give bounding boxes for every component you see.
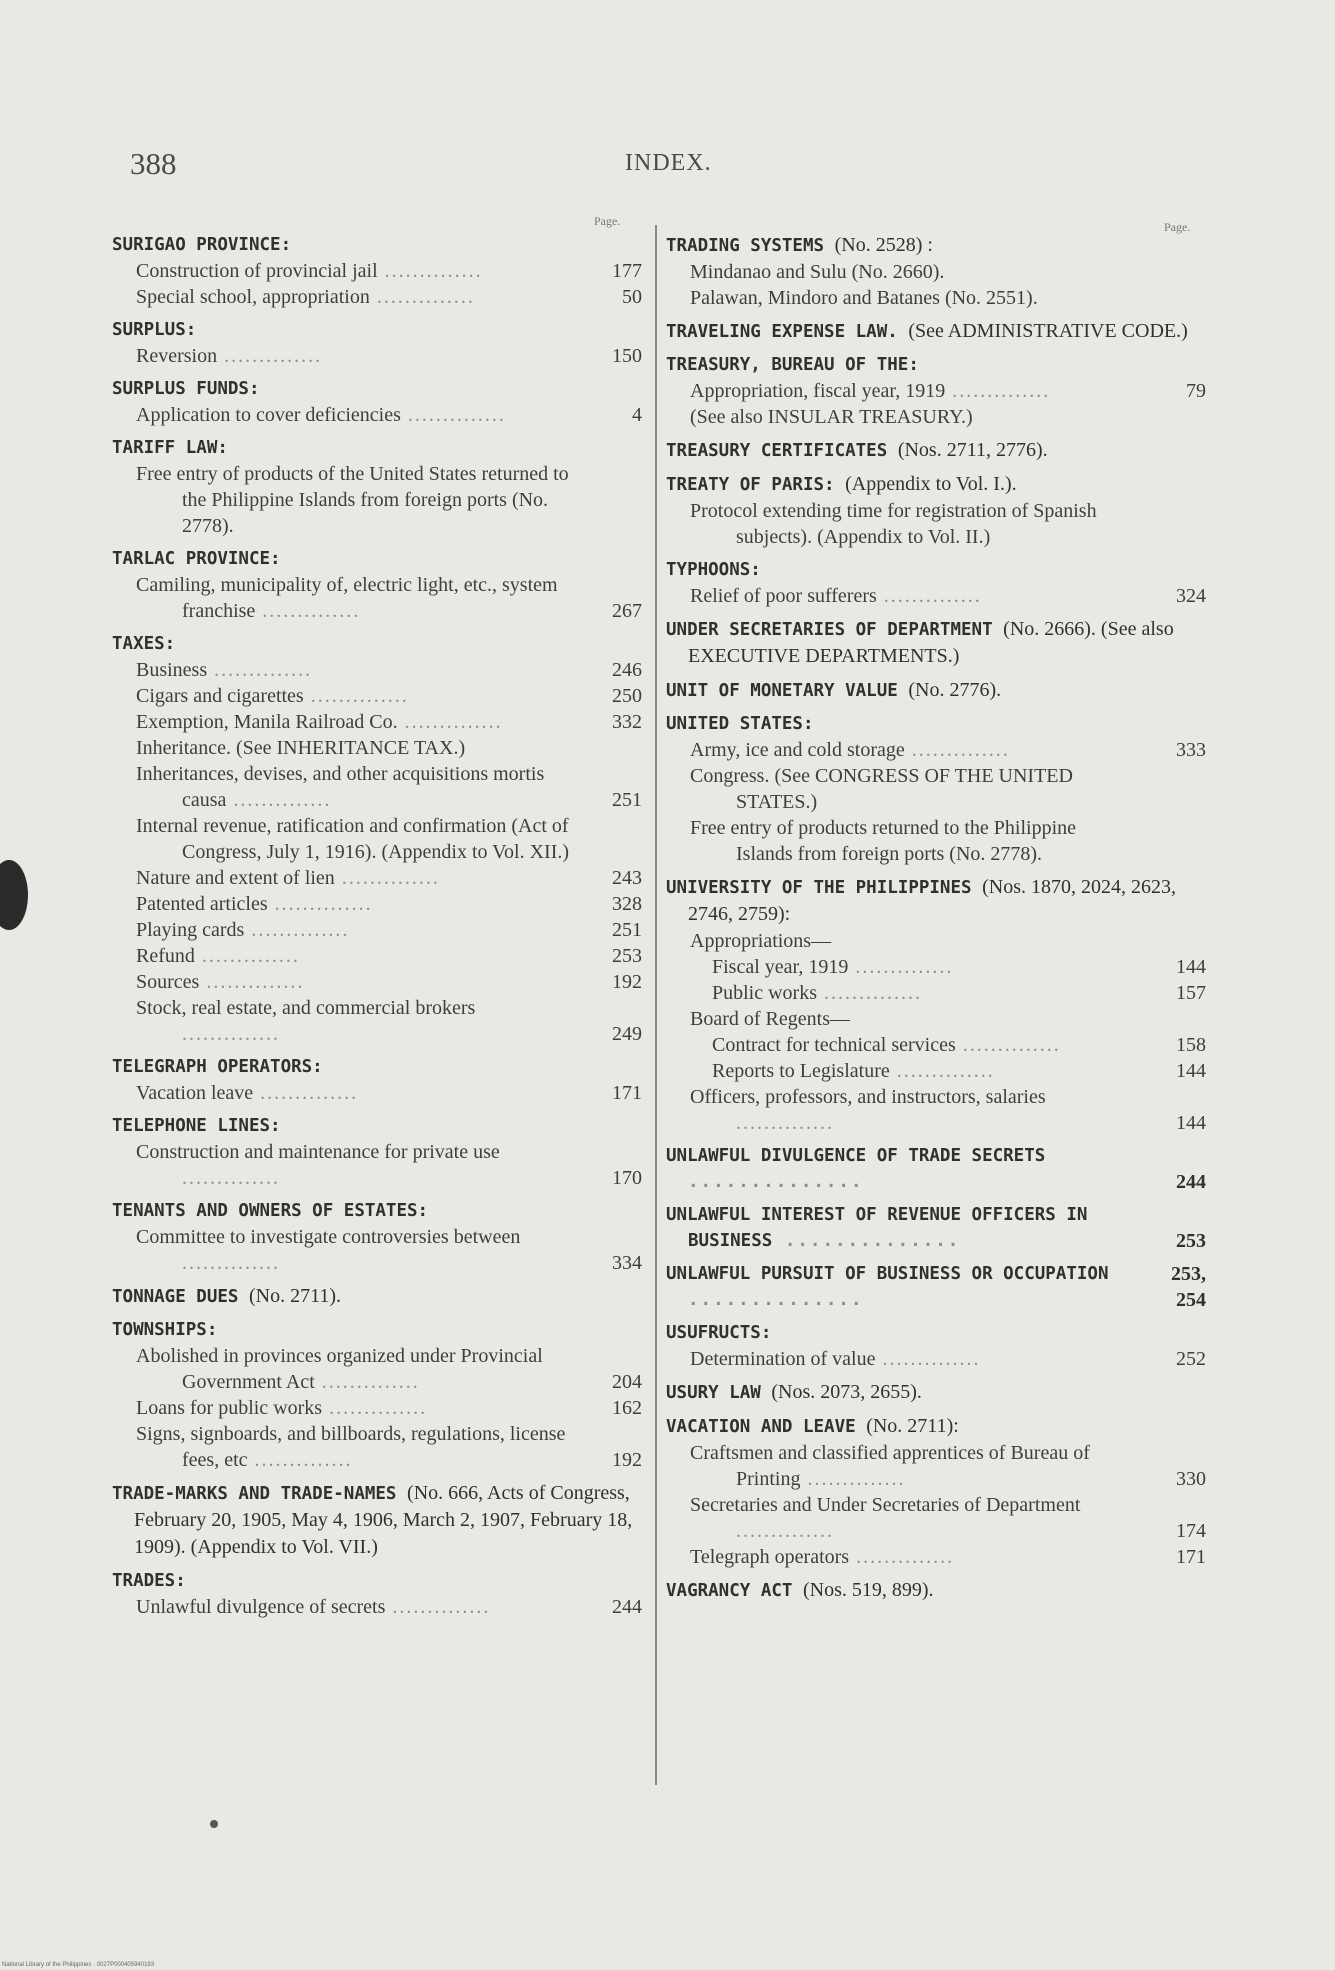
index-heading xyxy=(666,711,1206,737)
index-entry: Army, ice and cold storage .............. 333 xyxy=(690,739,1206,761)
page-ref: 244 xyxy=(1176,1171,1206,1193)
page-ref: 330 xyxy=(1176,1468,1206,1490)
index-heading xyxy=(112,232,642,258)
entry-text: Construction and maintenance for private use xyxy=(136,1141,500,1163)
index-heading xyxy=(112,631,642,657)
page-ref: 157 xyxy=(1176,982,1206,1004)
entry-text: Unlawful divulgence of secrets xyxy=(136,1596,386,1618)
index-heading xyxy=(112,546,642,572)
heading-text: TELEGRAPH OPERATORS: xyxy=(112,1057,323,1077)
heading-text: VAGRANCY ACT xyxy=(666,1581,793,1601)
entry-text: Relief of poor sufferers xyxy=(690,585,877,607)
entry-text: Army, ice and cold storage xyxy=(690,739,905,761)
index-entry: Abolished in provinces organized under Provincial Government Act .............. 204 xyxy=(136,1345,642,1393)
index-entry: Unlawful divulgence of secrets .............. 244 xyxy=(136,1596,642,1618)
heading-note: (Appendix to Vol. I.). xyxy=(845,473,1017,495)
footer-watermark: National Library of the Philippines · 0027P000405940193 xyxy=(2,1962,155,1968)
index-entry: Application to cover deficiencies .............. 4 xyxy=(136,404,642,426)
entry-text: Camiling, municipality of, electric light, etc., system franchise xyxy=(136,574,558,622)
page-ref: 252 xyxy=(1176,1348,1206,1370)
heading-text: TRADE-MARKS AND TRADE-NAMES xyxy=(112,1484,397,1504)
thumb-shadow xyxy=(0,860,28,930)
index-heading xyxy=(666,616,1206,670)
index-heading xyxy=(112,317,642,343)
index-heading xyxy=(666,471,1206,498)
entry-text: Fiscal year, 1919 xyxy=(712,956,849,978)
entry-text: Loans for public works xyxy=(136,1397,323,1419)
index-entry xyxy=(112,813,642,865)
index-heading xyxy=(666,352,1206,378)
heading-note: (No. 2528) : xyxy=(834,234,933,256)
index-heading xyxy=(112,1480,642,1561)
index-heading xyxy=(112,1317,642,1343)
heading-text: TRAVELING EXPENSE LAW. xyxy=(666,322,898,342)
index-entry: Reports to Legislature .............. 144 xyxy=(712,1060,1206,1082)
page-ref: 328 xyxy=(612,893,642,915)
heading-text: TREASURY, BUREAU OF THE: xyxy=(666,355,919,375)
index-heading xyxy=(666,874,1206,928)
page-number: 388 xyxy=(130,146,177,181)
page-ref: 192 xyxy=(612,971,642,993)
entry-text: Nature and extent of lien xyxy=(136,867,335,889)
page-ref: 204 xyxy=(612,1371,642,1393)
entry-text: Patented articles xyxy=(136,893,268,915)
heading-text: TARIFF LAW: xyxy=(112,438,228,458)
entry-text: Application to cover deficiencies xyxy=(136,404,401,426)
index-entry: Appropriation, fiscal year, 1919 .............. 79 xyxy=(690,380,1206,402)
index-entry: Stock, real estate, and commercial brokers .............. 249 xyxy=(136,997,642,1045)
entry-text: Appropriation, fiscal year, 1919 xyxy=(690,380,946,402)
index-heading: UNLAWFUL INTEREST OF REVENUE OFFICERS IN BUSINESS .............. 253 xyxy=(666,1205,1206,1252)
index-entry: Officers, professors, and instructors, salaries .............. 144 xyxy=(690,1086,1206,1134)
page-ref: 79 xyxy=(1186,380,1206,402)
entry-text: Congress. (See CONGRESS OF THE UNITED STATES.) xyxy=(690,765,1073,813)
entry-text: Internal revenue, ratification and confirmation (Act of Congress, July 1, 1916). (Appendix to Vol. XII.) xyxy=(136,815,570,863)
index-heading xyxy=(112,1113,642,1139)
page-ref: 162 xyxy=(612,1397,642,1419)
index-entry: Telegraph operators .............. 171 xyxy=(690,1546,1206,1568)
heading-text: TONNAGE DUES xyxy=(112,1287,239,1307)
entry-text: Construction of provincial jail xyxy=(136,260,378,282)
index-heading xyxy=(666,437,1206,464)
page-ref: 192 xyxy=(612,1449,642,1471)
index-entry: Determination of value .............. 252 xyxy=(690,1348,1206,1370)
page-ref: 144 xyxy=(1176,1060,1206,1082)
page-ref: 177 xyxy=(612,260,642,282)
index-heading: UNLAWFUL DIVULGENCE OF TRADE SECRETS .............. 244 xyxy=(666,1146,1206,1193)
index-heading xyxy=(666,318,1206,345)
heading-text: UNIT OF MONETARY VALUE xyxy=(666,681,898,701)
index-heading xyxy=(666,1577,1206,1604)
heading-text: USUFRUCTS: xyxy=(666,1323,772,1343)
running-head: INDEX. xyxy=(625,150,712,176)
index-heading xyxy=(112,1198,642,1224)
entry-text: Determination of value xyxy=(690,1348,876,1370)
heading-text: UNIVERSITY OF THE PHILIPPINES xyxy=(666,878,972,898)
page-ref: 171 xyxy=(612,1082,642,1104)
entry-text: Inheritance. (See INHERITANCE TAX.) xyxy=(136,737,466,759)
heading-text: UNDER SECRETARIES OF DEPARTMENT xyxy=(666,620,993,640)
entry-text: Public works xyxy=(712,982,817,1004)
page-ref: 253, 254 xyxy=(1171,1263,1206,1311)
index-entry: Camiling, municipality of, electric light, etc., system franchise .............. 267 xyxy=(136,574,642,622)
column-divider xyxy=(655,225,657,1785)
entry-text: Abolished in provinces organized under Provincial Government Act xyxy=(136,1345,543,1393)
heading-text: VACATION AND LEAVE xyxy=(666,1417,856,1437)
index-entry: Business .............. 246 xyxy=(136,659,642,681)
heading-text: TRADES: xyxy=(112,1571,186,1591)
index-entry xyxy=(666,498,1206,550)
page-ref: 251 xyxy=(612,919,642,941)
entry-text: Free entry of products returned to the Philippine Islands from foreign ports (No. 2778). xyxy=(690,817,1077,865)
index-entry: Public works .............. 157 xyxy=(712,982,1206,1004)
index-entry xyxy=(112,735,642,761)
page-ref: 333 xyxy=(1176,739,1206,761)
index-entry: Contract for technical services .............. 158 xyxy=(712,1034,1206,1056)
index-entry: Committee to investigate controversies between .............. 334 xyxy=(136,1226,642,1274)
index-entry: Construction of provincial jail .............. 177 xyxy=(136,260,642,282)
index-heading xyxy=(666,557,1206,583)
heading-note: (No. 2776). xyxy=(908,679,1002,701)
entry-text: Sources xyxy=(136,971,200,993)
heading-note: (Nos. 2711, 2776). xyxy=(897,439,1048,461)
index-entry: Exemption, Manila Railroad Co. .............. 332 xyxy=(136,711,642,733)
entry-text: Board of Regents— xyxy=(690,1008,850,1030)
heading-text: USURY LAW xyxy=(666,1383,761,1403)
heading-text: TYPHOONS: xyxy=(666,560,761,580)
heading-text: TELEPHONE LINES: xyxy=(112,1116,281,1136)
entry-text: Playing cards xyxy=(136,919,245,941)
index-heading xyxy=(112,1054,642,1080)
heading-note: (No. 2711): xyxy=(866,1415,959,1437)
entry-text: Contract for technical services xyxy=(712,1034,956,1056)
index-entry: Cigars and cigarettes .............. 250 xyxy=(136,685,642,707)
heading-note: (Nos. 519, 899). xyxy=(802,1579,934,1601)
index-entry xyxy=(666,763,1206,815)
page-ref: 334 xyxy=(612,1252,642,1274)
entry-text: Stock, real estate, and commercial brokers xyxy=(136,997,476,1019)
index-heading xyxy=(112,1283,642,1310)
heading-text: SURIGAO PROVINCE: xyxy=(112,235,292,255)
page-ref: 251 xyxy=(612,789,642,811)
heading-text: TRADING SYSTEMS xyxy=(666,236,825,256)
index-entry xyxy=(666,259,1206,285)
page-ref: 171 xyxy=(1176,1546,1206,1568)
index-entry: Nature and extent of lien .............. 243 xyxy=(136,867,642,889)
index-entry xyxy=(666,1006,1206,1032)
index-entry xyxy=(666,285,1206,311)
entry-text: Vacation leave xyxy=(136,1082,254,1104)
index-heading xyxy=(666,232,1206,259)
heading-note: (No. 2711). xyxy=(248,1285,342,1307)
index-heading xyxy=(112,376,642,402)
index-heading xyxy=(112,1568,642,1594)
heading-text: UNLAWFUL DIVULGENCE OF TRADE SECRETS xyxy=(666,1146,1046,1166)
index-entry: Signs, signboards, and billboards, regulations, license fees, etc .............. 192 xyxy=(136,1423,642,1471)
index-entry: Reversion .............. 150 xyxy=(136,345,642,367)
index-entry xyxy=(666,815,1206,867)
entry-text: Exemption, Manila Railroad Co. xyxy=(136,711,398,733)
entry-text: Officers, professors, and instructors, salaries xyxy=(690,1086,1046,1108)
heading-text: TENANTS AND OWNERS OF ESTATES: xyxy=(112,1201,429,1221)
entry-text: Free entry of products of the United States returned to the Philippine Islands from foreign ports (No. 2778). xyxy=(136,463,569,537)
entry-text: Appropriations— xyxy=(690,930,832,952)
index-heading xyxy=(666,1320,1206,1346)
page-ref: 144 xyxy=(1176,1112,1206,1134)
entry-text: Cigars and cigarettes xyxy=(136,685,304,707)
index-heading xyxy=(666,677,1206,704)
heading-text: TAXES: xyxy=(112,634,176,654)
heading-text: SURPLUS: xyxy=(112,320,197,340)
entry-text: Mindanao and Sulu (No. 2660). xyxy=(690,261,945,283)
page-ref: 170 xyxy=(612,1167,642,1189)
right-column-page-label: Page. xyxy=(1164,220,1191,234)
entry-text: Telegraph operators xyxy=(690,1546,850,1568)
index-entry: Inheritances, devises, and other acquisitions mortis causa .............. 251 xyxy=(136,763,642,811)
heading-note: (Nos. 2073, 2655). xyxy=(771,1381,922,1403)
page-ref: 158 xyxy=(1176,1034,1206,1056)
page-ref: 332 xyxy=(612,711,642,733)
left-column-page-label: Page. xyxy=(594,214,621,228)
page-ref: 267 xyxy=(612,600,642,622)
index-entry: Loans for public works .............. 162 xyxy=(136,1397,642,1419)
heading-text: UNLAWFUL PURSUIT OF BUSINESS OR OCCUPATION xyxy=(666,1264,1109,1284)
heading-text: TOWNSHIPS: xyxy=(112,1320,218,1340)
entry-text: (See also INSULAR TREASURY.) xyxy=(690,406,973,428)
index-entry xyxy=(112,461,642,539)
entry-text: Refund xyxy=(136,945,195,967)
index-entry: Sources .............. 192 xyxy=(136,971,642,993)
left-index-column xyxy=(112,232,642,1620)
index-entry xyxy=(666,404,1206,430)
page-ref: 324 xyxy=(1176,585,1206,607)
index-entry: Vacation leave .............. 171 xyxy=(136,1082,642,1104)
entry-text: Committee to investigate controversies between xyxy=(136,1226,521,1248)
index-entry xyxy=(666,928,1206,954)
ink-speck xyxy=(210,1820,218,1828)
page-ref: 250 xyxy=(612,685,642,707)
heading-text: UNLAWFUL INTEREST OF REVENUE OFFICERS IN BUSINESS xyxy=(666,1205,1088,1251)
index-entry: Craftsmen and classified apprentices of Bureau of Printing .............. 330 xyxy=(690,1442,1206,1490)
page-ref: 249 xyxy=(612,1023,642,1045)
index-heading xyxy=(112,435,642,461)
entry-text: Reports to Legislature xyxy=(712,1060,890,1082)
page-ref: 4 xyxy=(632,404,642,426)
index-entry: Playing cards .............. 251 xyxy=(136,919,642,941)
page-ref: 246 xyxy=(612,659,642,681)
page-ref: 253 xyxy=(1176,1230,1206,1252)
entry-text: Inheritances, devises, and other acquisitions mortis causa xyxy=(136,763,545,811)
right-index-column xyxy=(666,232,1206,1604)
index-entry: Refund .............. 253 xyxy=(136,945,642,967)
heading-note: (No. 666, Acts of Congress, February 20, 1905, May 4, 1906, March 2, 1907, February 18, 1909). (Appendix to Vol. VII.) xyxy=(134,1482,633,1558)
entry-text: Signs, signboards, and billboards, regulations, license fees, etc xyxy=(136,1423,566,1471)
index-heading: UNLAWFUL PURSUIT OF BUSINESS OR OCCUPATION .............. 253, 254 xyxy=(666,1263,1206,1311)
page-ref: 150 xyxy=(612,345,642,367)
entry-text: Reversion xyxy=(136,345,218,367)
index-entry: Patented articles .............. 328 xyxy=(136,893,642,915)
heading-text: TREATY OF PARIS: xyxy=(666,475,835,495)
index-entry: Secretaries and Under Secretaries of Department .............. 174 xyxy=(690,1494,1206,1542)
entry-text: Secretaries and Under Secretaries of Department xyxy=(690,1494,1081,1516)
entry-text: Palawan, Mindoro and Batanes (No. 2551). xyxy=(690,287,1038,309)
entry-text: Craftsmen and classified apprentices of Bureau of Printing xyxy=(690,1442,1090,1490)
entry-text: Protocol extending time for registration of Spanish subjects). (Appendix to Vol. II.) xyxy=(690,500,1097,548)
page-ref: 243 xyxy=(612,867,642,889)
heading-text: TARLAC PROVINCE: xyxy=(112,549,281,569)
index-entry: Construction and maintenance for private use .............. 170 xyxy=(136,1141,642,1189)
index-entry: Fiscal year, 1919 .............. 144 xyxy=(712,956,1206,978)
page-ref: 253 xyxy=(612,945,642,967)
heading-text: TREASURY CERTIFICATES xyxy=(666,441,888,461)
index-heading xyxy=(666,1413,1206,1440)
page-ref: 174 xyxy=(1176,1520,1206,1542)
index-entry: Relief of poor sufferers .............. 324 xyxy=(690,585,1206,607)
page-ref: 244 xyxy=(612,1596,642,1618)
heading-note: (Nos. 1870, 2024, 2623, 2746, 2759): xyxy=(688,876,1176,925)
page-ref: 144 xyxy=(1176,956,1206,978)
index-heading xyxy=(666,1379,1206,1406)
heading-note: (See ADMINISTRATIVE CODE.) xyxy=(908,320,1188,342)
entry-text: Special school, appropriation xyxy=(136,286,370,308)
index-entry: Special school, appropriation .............. 50 xyxy=(136,286,642,308)
heading-note: (No. 2666). (See also EXECUTIVE DEPARTMENTS.) xyxy=(688,618,1174,667)
heading-text: UNITED STATES: xyxy=(666,714,814,734)
heading-text: SURPLUS FUNDS: xyxy=(112,379,260,399)
entry-text: Business xyxy=(136,659,208,681)
page-ref: 50 xyxy=(622,286,642,308)
